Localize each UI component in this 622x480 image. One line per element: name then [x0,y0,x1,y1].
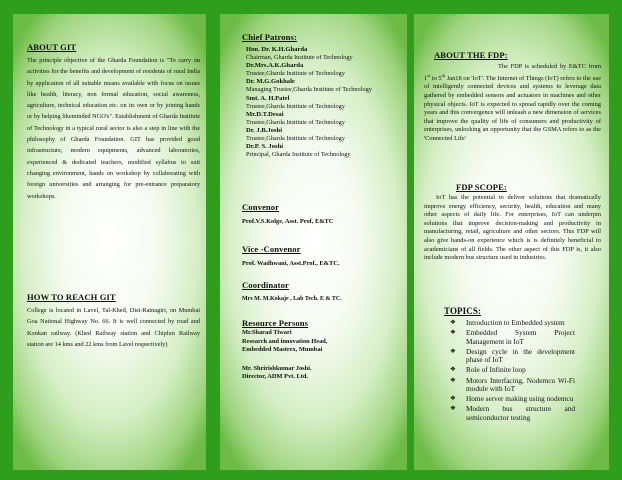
vice-convenor-section [242,244,403,269]
list-item [444,377,575,394]
resource-person-2-role: Director, ADM Pvt. Ltd. [242,373,309,381]
patron-title: Trustee,Gharda Institute of Technology [246,118,345,126]
convenor-section [242,202,403,227]
resource-person-2-name: Mr. Shririshkumar Joshi. [242,364,312,372]
about-fdp-heading: ABOUT THE FDP: [434,50,508,60]
how-to-reach-heading: HOW TO REACH GIT [27,292,116,302]
list-item [444,348,575,365]
list-item [444,366,575,375]
ordinal-suffix-1: st [427,72,431,78]
patron-item [246,46,403,62]
patron-name: Dr.P. S. Joshi [246,143,284,151]
about-git-text: The principle objective of the Gharda Foundation is "To carry on activities for the benefits and development of residents of rural India by application of all suitable means available with focus on issues like health, literacy, non formal education, social awareness, agriculture, technical education etc. on its own or by joining hands or by helping likeminded NGO's". Establishment of Gharda Institute of Technology in a typical rural sector is also a step in line with the philosophy of Gharda Foundation. GIT has provided good infrastructure, modern equipments, advanced laboratories, experienced & dedicated teachers, modified syllabus to suit changing environment, hands on workshop by collaborating with foreign universities and arranging for pre-entrance preparatory workshops. [27,57,200,200]
patron-name: Dr. J.B.Joshi [246,127,283,135]
topics-section [444,306,575,424]
patron-item [246,143,403,159]
patron-item [246,111,403,127]
chief-patrons-heading: Chief Patrons: [242,32,297,42]
middle-panel [220,14,407,470]
patron-title: Trustee,Gharda Institute of Technology [246,70,345,78]
about-fdp-section [424,50,601,143]
how-to-reach-section [27,292,200,350]
topic-text: Home server making using nodemcu [466,394,574,404]
vice-convenor-name: Prof. Wadhwani, Asst.Prof., E&TC. [242,260,340,267]
resource-persons-section [242,318,403,382]
right-panel [414,14,609,470]
topic-text: Modern bus structure and semiconductor testing [466,404,575,422]
patron-name: Dr.Mrs.A.K.Gharda [246,62,304,70]
diamond-bullet-icon: ❖ [450,376,456,384]
patron-item [246,95,403,111]
about-git-heading: ABOUT GIT [27,42,77,52]
how-to-reach-text: College is located in Lavel, Tal-Khed, Dist-Ratnagiri, on Mumbai Goa National Highway No. 66. It is well connected by road and Konkan railway. (Khed Railway station and Chiplun Railway station are 14 kms and 22 kms from Lavel respectively) [27,307,200,348]
about-fdp-text-c: Jan18 on 'IoT'. The Internet of Things (IoT) refers to the use of intelligently connected devices and systems to leverage data gathered by embedded sensors and actuators in machines and other physical objects. IoT is expected to spread rapidly over the coming years and this convergence will unleash a new dimension of services that improve the quality of life of consumers and productivity of enterprises, unlocking an opportunity that the GSMA refers to as the 'Connected Life' [424,74,601,142]
patron-name: Dr. M.G.Gokhale [246,78,295,86]
convenor-heading: Convenor [242,202,280,212]
topic-text: Introduction to Embedded system [466,318,565,327]
coordinator-section [242,280,403,304]
list-item [444,319,575,328]
resource-person-1-org: Embedded Mastrex, Mumbai [242,346,323,354]
patron-item [246,78,403,94]
diamond-bullet-icon: ❖ [450,405,456,413]
diamond-bullet-icon: ❖ [450,329,456,337]
diamond-bullet-icon: ❖ [450,347,456,355]
topic-text: Role of Infinite loop [466,365,526,375]
patron-item [246,62,403,78]
patron-title: Principal, Gharda Institute of Technology [246,151,351,159]
topics-list [444,319,575,423]
list-item [444,329,575,346]
list-item [444,395,575,404]
fdp-scope-section [424,182,601,263]
convenor-name: Prof.V.S.Kolge, Asst. Prof, E&TC [242,218,334,225]
about-fdp-text-a: The FDP is scheduled by E&TC from 1 [424,63,601,82]
patron-list [242,46,403,159]
patron-name: Smt. A. H.Patel [246,94,290,102]
left-panel [13,14,206,470]
about-fdp-text [424,63,601,143]
patron-title: Trustee,Gharda Institute of Technology [246,135,345,143]
vice-convenor-heading: Vice -Convenor [242,244,301,254]
patron-title: Chairman, Gharda Institute of Technology [246,54,353,61]
resource-person-1-name: Mr.Sharad Tiwari [242,329,292,336]
topics-heading: TOPICS: [444,306,482,316]
ordinal-suffix-2: th [441,72,446,78]
chief-patrons-section [242,32,403,159]
fdp-scope-heading: FDP SCOPE: [456,182,507,192]
topic-text: Motors Interfacing, Nodemcu Wi-Fi module with IoT [466,375,575,394]
fdp-scope-text: IoT has the potential to deliver solutions that dramatically improve energy efficiency, security, health, education and many other aspects of daily life. For enterprises, IoT can underpin solutions that improve decision-making and productivity in manufacturing, retail, agriculture and other sectors. This FDP will also give hands-on experience which is is definitely beneficial to academicians of all fields. The other aspect of this FDP is, it also include modern bus structure used in industries. [424,194,601,262]
diamond-bullet-icon: ❖ [450,395,456,403]
topic-text: Design cycle in the development phase of IoT [466,346,575,365]
patron-title: Managing Trustee,Gharda Institute of Technology [246,86,372,94]
about-fdp-text-b: to 5 [430,74,442,82]
list-item [444,405,575,422]
topic-text: Embedded System Project Management in IoT [466,328,575,346]
diamond-bullet-icon: ❖ [450,366,456,374]
patron-name: Hon. Dr. K.H.Gharda [246,46,308,53]
patron-item [246,127,403,143]
patron-name: Mr.D.T.Desai [246,110,284,118]
coordinator-heading: Coordinator [242,280,289,290]
about-git-section [27,42,200,202]
diamond-bullet-icon: ❖ [450,319,456,326]
patron-title: Trustee,Gharda Institute of Technology [246,102,345,110]
resource-persons-heading: Resource Persons [242,318,309,328]
coordinator-name: Mrs M. M.Kokaje , Lab Tech. E & TC. [242,296,342,302]
resource-person-1-role: Research and innovation Head, [242,337,328,345]
